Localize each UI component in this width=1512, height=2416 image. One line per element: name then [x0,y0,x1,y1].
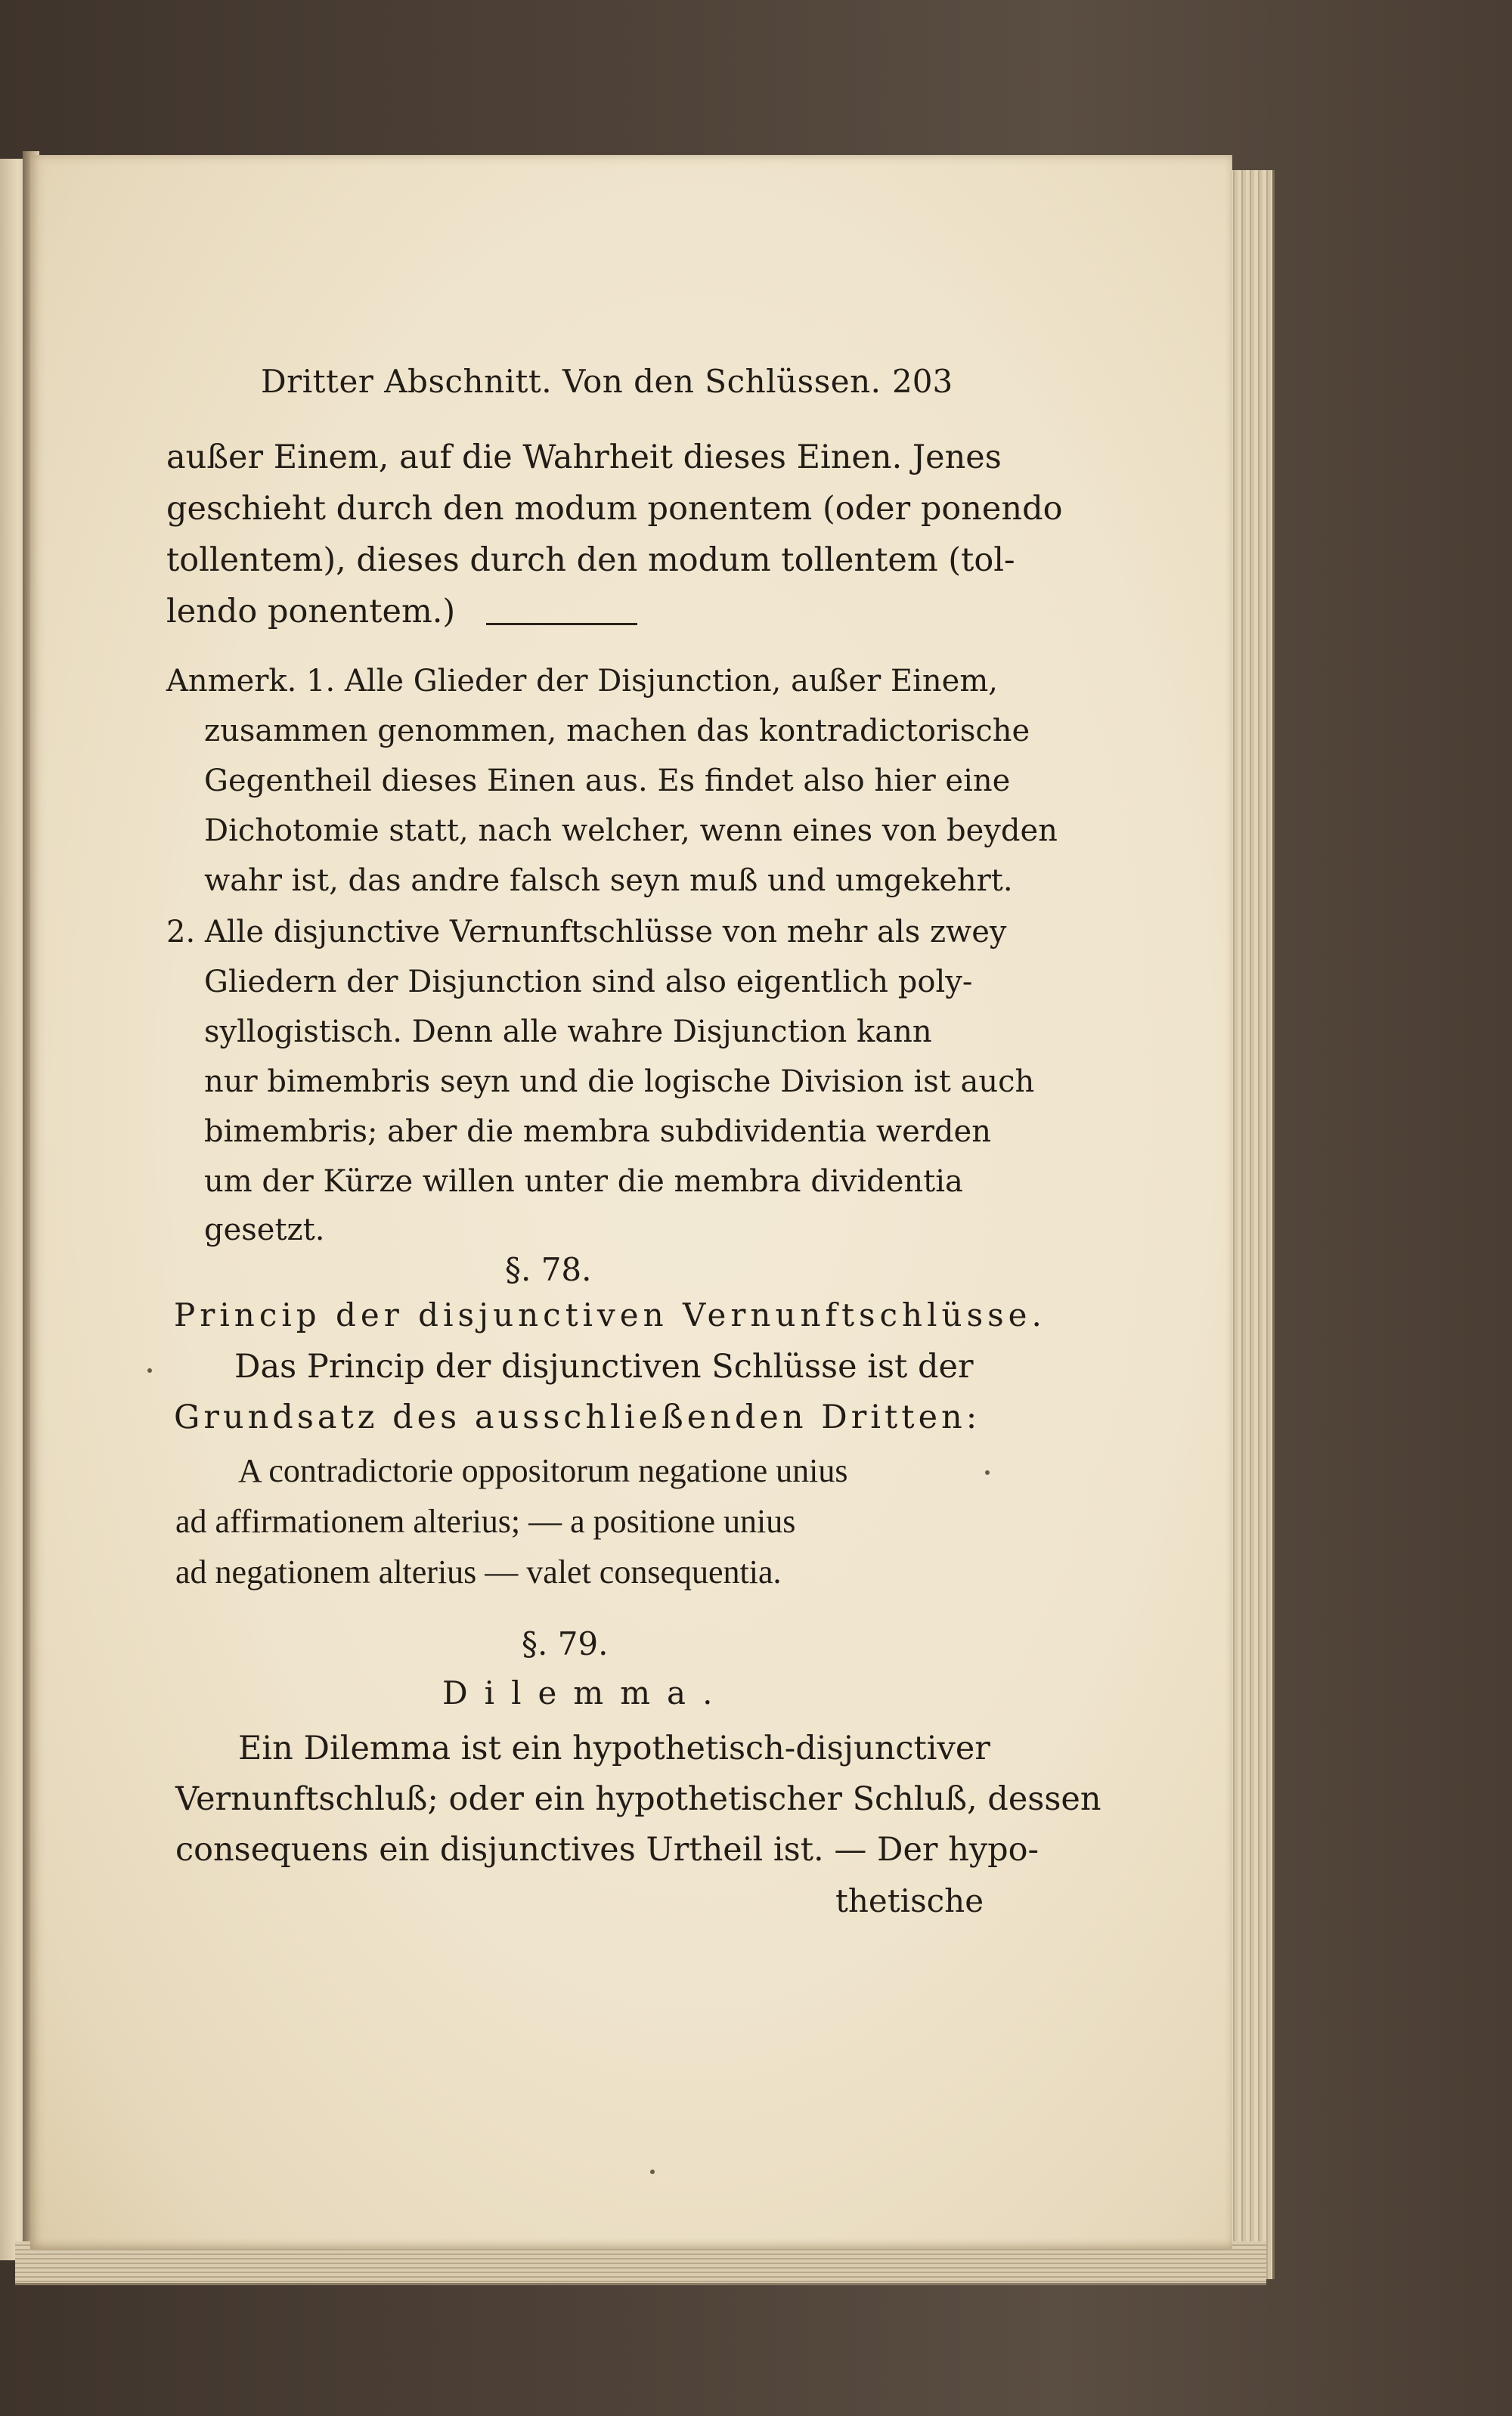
section-title: Dilemma. [442,1674,730,1711]
body-line: consequens ein disjunctives Urtheil ist. — Der hypo- [175,1831,1040,1869]
note-line: syllogistisch. Denn alle wahre Disjunction kann [204,1014,932,1049]
body-line: Vernunftschluß; oder ein hypothetischer Schluß, dessen [175,1780,1101,1818]
note-line: nur bimembris seyn und die logische Division ist auch [204,1064,1035,1099]
paper-speck [650,2170,655,2174]
latin-line: ad affirmationem alterius; — a positione unius [175,1503,796,1540]
note-line: 2. Alle disjunctive Vernunftschlüsse von mehr als zwey [166,915,1007,949]
running-head: Dritter Abschnitt. Von den Schlüssen. [261,363,881,400]
note-line: Gegentheil dieses Einen aus. Es findet also hier eine [204,764,1011,798]
body-line: lendo ponentem.) [166,593,456,630]
section-number: §. 79. [522,1625,609,1662]
paper-speck [147,1368,152,1373]
note-line: bimembris; aber die membra subdividentia werden [204,1114,991,1149]
note-line: gesetzt. [204,1213,325,1247]
note-line: Anmerk. 1. Alle Glieder der Disjunction, außer Einem, [166,664,998,698]
body-line: Das Princip der disjunctiven Schlüsse ist der [234,1348,974,1386]
section-number: §. 78. [505,1251,592,1288]
latin-line: A contradictorie oppositorum negatione unius [238,1452,848,1489]
page-number: 203 [892,363,953,400]
body-line: geschieht durch den modum ponentem (oder ponendo [166,490,1063,528]
body-line: Grundsatz des ausschließenden Dritten: [174,1398,981,1436]
note-line: Gliedern der Disjunction sind also eigentlich poly- [204,965,973,999]
note-line: um der Kürze willen unter die membra dividentia [204,1164,963,1199]
note-line: zusammen genommen, machen das kontradictorische [204,714,1030,748]
closing-rule [486,623,637,625]
body-line: außer Einem, auf die Wahrheit dieses Einen. Jenes [166,438,1002,476]
body-line: Ein Dilemma ist ein hypothetisch-disjunctiver [238,1730,990,1767]
catchword: thetische [835,1882,984,1919]
paper-speck [985,1470,990,1475]
body-line: tollentem), dieses durch den modum tollentem (tol- [166,541,1015,579]
note-line: wahr ist, das andre falsch seyn muß und umgekehrt. [204,863,1013,898]
note-line: Dichotomie statt, nach welcher, wenn eines von beyden [204,813,1058,848]
section-title: Princip der disjunctiven Vernunftschlüsse. [174,1296,1046,1333]
latin-line: ad negationem alterius — valet consequentia. [175,1553,782,1591]
